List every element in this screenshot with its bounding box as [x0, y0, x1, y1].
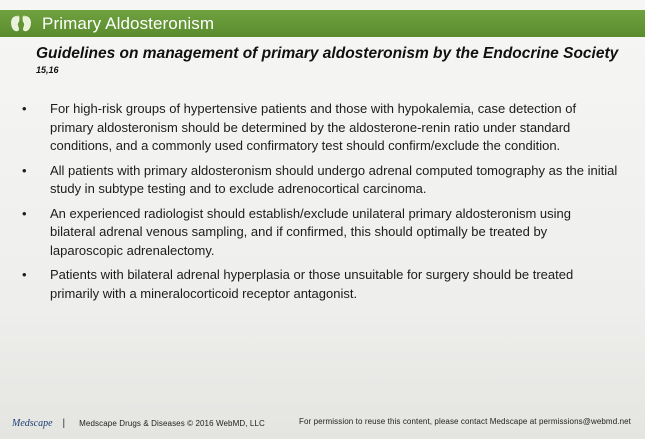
section-heading	[36, 43, 626, 85]
bullet-marker: •	[22, 162, 27, 178]
list-item	[18, 266, 618, 303]
footer-divider: |	[62, 417, 66, 429]
footer-permission: For permission to reuse this content, please contact Medscape at permissions@webmd.net	[299, 417, 631, 426]
adrenal-kidneys-icon	[10, 15, 32, 33]
list-item-text: Patients with bilateral adrenal hyperplasia or those unsuitable for surgery should be treated primarily with a mineralocorticoid receptor antagonist.	[50, 267, 574, 301]
bullet-marker: •	[22, 205, 27, 221]
reference-superscript: 15,16	[36, 65, 59, 75]
bullet-marker: •	[22, 267, 27, 282]
section-heading-text: Guidelines on management of primary aldosteronism by the Endocrine Society	[36, 45, 619, 62]
list-item	[18, 205, 618, 261]
page-title: Primary Aldosteronism	[42, 13, 215, 33]
footer	[0, 415, 645, 431]
list-item-text: For high-risk groups of hypertensive patients and those with hypokalemia, case detection of primary aldosteronism should be determined by the aldosterone-renin ratio under standard conditions, and a commonly used confirmatory test should confirm/exclude the condition.	[50, 101, 577, 153]
list-item-text: An experienced radiologist should establish/exclude unilateral primary aldosteronism using bilateral adrenal venous sampling, and if confirmed, this should optimally be treated by laparoscopic adrenalectomy.	[50, 205, 572, 258]
list-item-text: All patients with primary aldosteronism should undergo adrenal computed tomography as the initial study in subtype testing and to exclude adrenocortical carcinoma.	[50, 162, 618, 196]
footer-copyright: Medscape Drugs & Diseases © 2016 WebMD, LLC	[79, 418, 265, 428]
bullet-marker: •	[22, 101, 27, 116]
guideline-list	[18, 100, 618, 309]
list-item	[18, 100, 618, 156]
title-bar	[0, 10, 645, 37]
medscape-logo: Medscape	[12, 417, 53, 429]
list-item	[18, 162, 618, 199]
